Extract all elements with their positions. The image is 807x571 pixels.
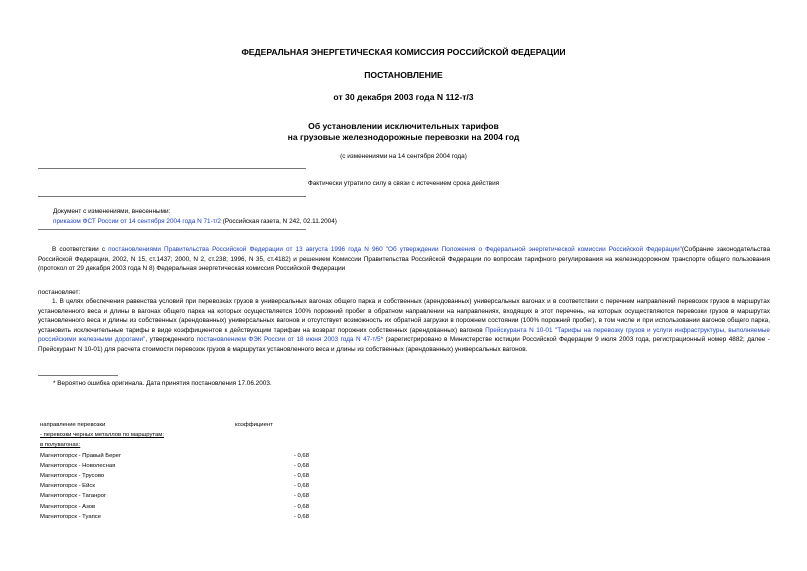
changes-order-link[interactable]: приказом ФСТ России от 14 сентября 2004 года N 71-т/2 [53, 218, 221, 225]
route-coefficient: - 0,68 [293, 483, 309, 490]
coefficients-table [40, 422, 309, 524]
status-note: Фактически утратило силу в связи с истечением срока действия [307, 180, 500, 187]
table-row [40, 473, 309, 483]
preamble-text-start: В соответствии с [52, 246, 109, 253]
clause-1-text: 1. В целях обеспечения равенства условий при перевозках грузов в универсальных вагонах общего парка и собственных (арендованных) универсальных вагонах и в соответствии с перечнем направлений перевозок грузов в маршрутах установленного веса и длины в вагонах общего парка на которых осуществляется 100% порожний пробег в обратном направлении на направлениях, входящих в этот перечень, на которых осуществляются перевозки грузов в маршрутах установленного веса и длины из собственных (арендованных) универсальных вагонов и отсутствует возможность их обратной загрузки в порожнем состоянии (100% порожний пробег), в том числе и при использовании вагонов общего парка, установить исключительные тарифы в виде коэффициентов к действующим тарифам на возврат порожних собственных (арендованных) вагонов [38, 298, 770, 334]
route-coefficient: - 0,68 [293, 452, 309, 459]
footnote-divider [38, 375, 118, 376]
route-name: Магнитогорск - Туапсе [40, 513, 102, 520]
header-direction: направление перевозки [40, 422, 106, 428]
document-type: ПОСТАНОВЛЕНИЕ [364, 70, 443, 80]
route-name: Магнитогорск - Ейск [40, 483, 95, 490]
government-decree-link[interactable]: постановлениями Правительства Российской Федерации от 13 августа 1996 года N 960 "Об утверждении Положения о Федеральной энергетической комиссии Российской Федерации" [108, 246, 682, 253]
amendments-note: (с изменениями на 14 сентября 2004 года) [340, 153, 467, 160]
clause-1-paragraph [38, 297, 770, 355]
route-name: Магнитогорск - Новолесная [40, 462, 116, 469]
document-title-line1: Об установлении исключительных тарифов [308, 121, 499, 131]
section-sublabel: в полувагонах: [40, 442, 81, 449]
changes-reference [53, 217, 337, 227]
clause-1-text-mid: , утвержденного [145, 336, 197, 344]
table-row [40, 504, 309, 514]
issuer-heading: ФЕДЕРАЛЬНАЯ ЭНЕРГЕТИЧЕСКАЯ КОМИССИЯ РОССИЙСКОЙ ФЕДЕРАЦИИ [241, 47, 566, 57]
table-row [40, 514, 309, 524]
route-name: Магнитогорск - Таганрог [40, 493, 107, 500]
route-coefficient: - 0,68 [293, 493, 309, 500]
table-section-row [40, 442, 309, 452]
table-row [40, 463, 309, 473]
changes-label: Документ с изменениями, внесенными: [53, 208, 171, 215]
route-name: Магнитогорск - Азов [40, 503, 96, 510]
route-coefficient: - 0,68 [293, 513, 309, 520]
route-name: Магнитогорск - Правый Берег [40, 452, 122, 459]
route-name: Магнитогорск - Трусово [40, 472, 105, 479]
table-row [40, 483, 309, 493]
price-list-link[interactable]: Прейскуранта N 10-01 "Тарифы на перевозку грузов и услуги инфраструктуры, выполняемые российскими железными дорогами" [38, 326, 770, 344]
table-header-row [40, 422, 309, 432]
clause-1-text-end: (зарегистрировано в Министерстве юстиции Российской Федерации 9 июля 2003 года, регистрационный номер 4882; далее - Прейскурант N 10-01) для расчета стоимости перевозок грузов в маршрутах установленного веса и длины из собственных (арендованных) универсальных вагонов. [38, 336, 770, 353]
fek-resolution-link[interactable]: постановлением ФЭК России от 18 июня 2003 года N 47-т/5* [196, 336, 384, 344]
preamble-paragraph [38, 245, 770, 274]
route-coefficient: - 0,68 [293, 503, 309, 510]
footnote: * Вероятно ошибка оригинала. Дата принятия постановления 17.06.2003. [53, 380, 272, 387]
document-date-number: от 30 декабря 2003 года N 112-т/3 [333, 92, 474, 102]
resolves-label: постановляет: [38, 289, 81, 296]
preamble-text-end: (Собрание законодательства Российской Федерации, 2002, N 15, ст.1437; 2000, N 2, ст.238; 1996, N 35, ст.4182) и решением Комиссии Правительства Российской Федерации по вопросам тарифного регулирования на железнодорожном транспорте общего пользования (протокол от 29 декабря 2003 года N 8) Федеральная энергетическая комиссия Российской Федерации [38, 246, 771, 273]
table-section-row [40, 432, 309, 442]
divider [38, 168, 306, 169]
table-row [40, 493, 309, 503]
divider [38, 196, 306, 197]
table-row [40, 453, 309, 463]
document-title-line2: на грузовые железнодорожные перевозки на 2004 год [287, 132, 520, 142]
section-label: - перевозки черных металлов по маршрутам: [40, 432, 164, 439]
route-coefficient: - 0,68 [293, 472, 309, 479]
route-coefficient: - 0,68 [293, 462, 309, 469]
divider [38, 229, 306, 230]
changes-source: (Российская газета, N 242, 02.11.2004) [220, 218, 337, 225]
header-coefficient: коэффициент [235, 422, 273, 428]
